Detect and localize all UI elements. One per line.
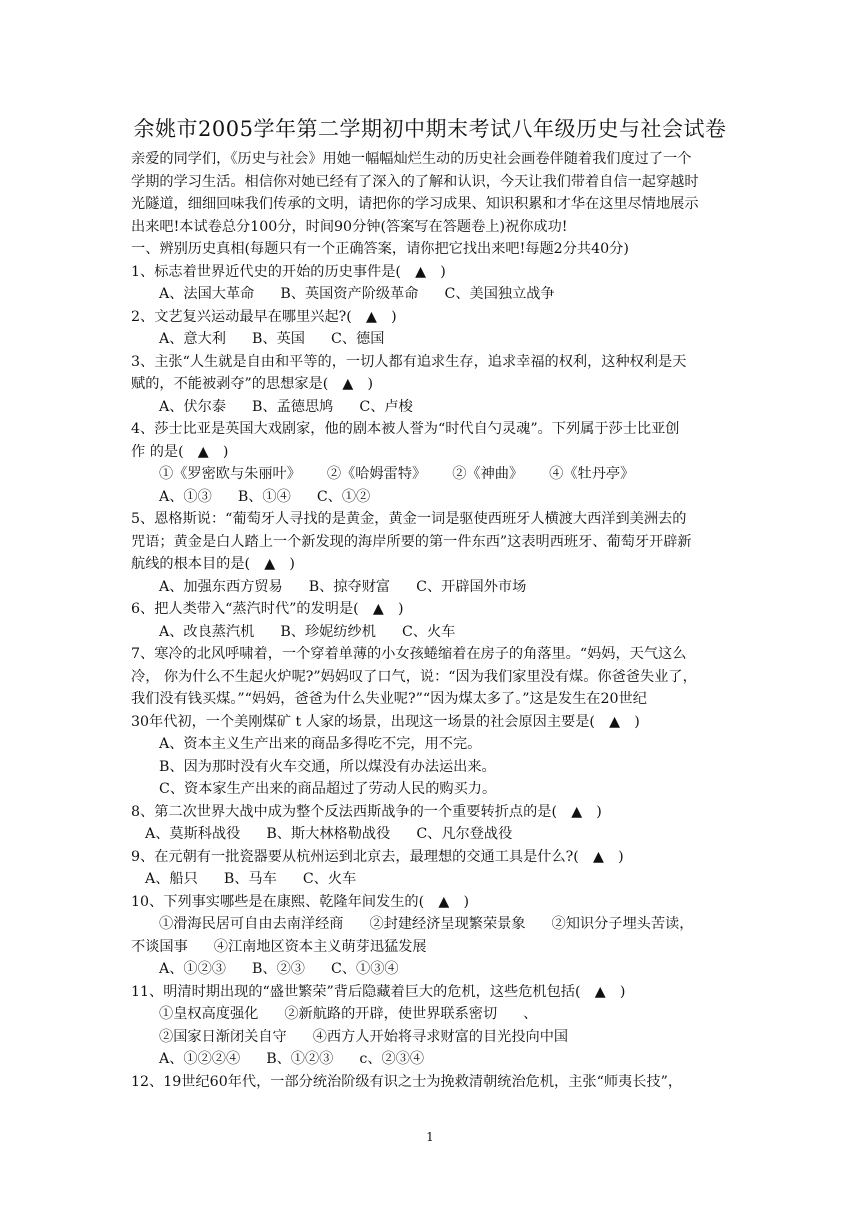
question-options — [131, 396, 737, 419]
option: A、船只 — [145, 871, 198, 887]
option: B、①②③ — [266, 1051, 334, 1067]
option: B、马车 — [223, 871, 277, 887]
option: B、英国资产阶级革命 — [280, 286, 419, 302]
question-stem: 12、19世纪60年代，一部分统治阶级有识之士为挽救清朝统治危机，主张“师夷长技”， — [131, 1073, 683, 1090]
question-options — [131, 486, 737, 509]
item: ①《罗密欧与朱丽叶》 — [159, 466, 301, 482]
item: ②《哈姆雷特》 — [326, 466, 427, 482]
question-stem: 30年代初，一个美刚煤矿 t 人家的场景，出现这一场景的社会原因主要是( ▲ ) — [131, 713, 640, 730]
question-stem: 5、恩格斯说：“葡萄牙人寻找的是黄金，黄金一词是驱使西班牙人横渡大西洋到美洲去的 — [131, 511, 687, 527]
item: 、 — [523, 1006, 538, 1022]
option: A、①②②④ — [159, 1051, 241, 1067]
item: ①皇权高度强化 — [159, 1006, 259, 1022]
option: C、①② — [316, 488, 371, 505]
option: A、伏尔泰 — [159, 398, 226, 415]
item: ②新航路的开辟，使世界联系密切 — [284, 1006, 498, 1022]
question-stem: 4、莎士比亚是英国大戏剧家，他的剧本被人誉为“时代自勺灵魂”。下列属于莎士比亚创 — [131, 421, 680, 437]
question-stem: 航线的根本目的是( ▲ ) — [131, 556, 295, 572]
option: A、加强东西方贸易 — [159, 578, 283, 595]
intro-line: 亲爱的同学们，《历史与社会》用她一幅幅灿烂生动的历史社会画卷伴随着我们度过了一个 — [131, 151, 692, 167]
question-stem: 赋的，不能被剥夺”的思想家是( ▲ ) — [131, 376, 374, 392]
question-options — [131, 1048, 737, 1071]
question-stem: 2、文艺复兴运动最早在哪里兴起?( ▲ ) — [131, 308, 397, 325]
item: ①滑海民居可自由去南洋经商 — [159, 916, 344, 932]
option: B、孟德思鸠 — [252, 398, 334, 415]
item: ④《牡丹亭》 — [549, 466, 635, 482]
option: A、莫斯科战役 — [145, 826, 241, 842]
question-stem: 咒语；黄金是白人踏上一个新发现的海岸所要的第一件东西”这表明西班牙、葡萄牙开辟新 — [131, 533, 692, 550]
question-items — [131, 936, 737, 959]
option: A、①②③ — [159, 961, 226, 977]
option: A、改良蒸汽机 — [159, 623, 255, 640]
question-options — [131, 576, 737, 599]
option: A、法国大革命 — [159, 286, 255, 302]
question-items — [131, 913, 737, 936]
option: B、因为那时没有火车交通，所以煤没有办法运出来。 — [159, 758, 496, 775]
option: A、①③ — [159, 488, 212, 505]
option: B、①④ — [237, 488, 291, 505]
item: ②国家日渐闭关自守 — [159, 1028, 287, 1045]
question-options — [131, 868, 737, 891]
question-stem: 冷， 你为什么不生起火炉呢?”妈妈叹了口气，说：“因为我们家里没有煤。你爸爸失业了， — [131, 668, 697, 685]
option: A、资本主义生产出来的商品多得吃不完，用不完。 — [159, 736, 482, 752]
question-stem: 3、主张“人生就是自由和平等的，一切人都有追求生存，追求幸福的权利，这种权利是天 — [131, 353, 687, 370]
exam-title: 余姚市2005学年第二学期初中期末考试八年级历史与社会试卷 — [133, 117, 727, 141]
option: B、英国 — [252, 331, 305, 347]
item: ②封建经济呈现繁荣景象 — [369, 916, 526, 932]
item: ②《神曲》 — [452, 466, 524, 482]
option: B、斯大林格勒战役 — [266, 826, 391, 842]
question-options — [131, 283, 737, 306]
option: B、②③ — [252, 961, 305, 977]
exam-content — [131, 148, 737, 1093]
option: B、掠夺财富 — [308, 578, 391, 595]
question-options — [131, 823, 737, 846]
option: C、卢梭 — [359, 398, 413, 415]
question-stem: 作 的是( ▲ ) — [131, 443, 229, 460]
option: C、德国 — [331, 331, 385, 347]
option: C、美国独立战争 — [444, 286, 555, 302]
option: c、②③④ — [359, 1051, 425, 1067]
question-items — [131, 1003, 737, 1026]
option: C、火车 — [302, 871, 357, 887]
question-options — [131, 621, 737, 644]
question-stem: 11、明清时期出现的“盛世繁荣”背后隐藏着巨大的危机，这些危机包括( ▲ ) — [131, 983, 626, 1000]
question-options — [131, 958, 737, 981]
intro-line: 出来吧!本试卷总分100分，时间90分钟(答案写在答题卷上)祝你成功! — [131, 218, 568, 235]
page-number: 1 — [426, 1130, 434, 1144]
question-stem: 7、寒冷的北风呼啸着，一个穿着单薄的小女孩蜷缩着在房子的角落里。“妈妈，天气这么 — [131, 646, 687, 662]
item: ④江南地区资本主义萌芽迅猛发展 — [213, 938, 427, 955]
question-stem: 8、第二次世界大战中成为整个反法西斯战争的一个重要转折点的是( ▲ ) — [131, 803, 602, 820]
option: C、资本家生产出来的商品超过了劳动人民的购买力。 — [159, 781, 497, 797]
item: ②知识分子埋头苦读， — [551, 916, 694, 932]
question-stem: 9、在元朝有一批瓷器要从杭州运到北京去，最理想的交通工具是什么?( ▲ ) — [131, 848, 624, 865]
question-stem: 6、把人类带入“蒸汽时代”的发明是( ▲ ) — [131, 601, 404, 617]
section-heading: 一、辨别历史真相(每题只有一个正确答案，请你把它找出来吧!每题2分共40分) — [131, 241, 629, 257]
item: ④西方人开始将寻求财富的目光投向中国 — [312, 1028, 569, 1045]
option: C、火车 — [401, 623, 456, 640]
option: C、①③④ — [331, 961, 399, 977]
intro-line: 学期的学习生活。相信你对她已经有了深入的了解和认识，今天让我们带着自信一起穿越时 — [131, 173, 699, 190]
option: C、开辟国外市场 — [416, 578, 527, 595]
option: A、意大利 — [159, 331, 226, 347]
option: C、凡尔登战役 — [416, 826, 513, 842]
question-stem: 1、标志着世界近代史的开始的历史事件是( ▲ ) — [131, 263, 446, 280]
question-stem: 10、下列事实哪些是在康熙、乾隆年间发生的( ▲ ) — [131, 893, 469, 910]
option: B、珍妮纺纱机 — [280, 623, 376, 640]
intro-line: 光隧道，细细回味我们传承的文明，请把你的学习成果、知识积累和才华在这里尽情地展示 — [131, 196, 699, 212]
question-items — [131, 463, 737, 486]
question-options — [131, 328, 737, 351]
item: 不谈国事 — [131, 938, 188, 955]
question-stem: 我们没有钱买煤。”“妈妈，爸爸为什么失业呢?”“因为煤太多了。”这是发生在20世纪 — [131, 691, 647, 707]
question-items — [131, 1026, 737, 1049]
